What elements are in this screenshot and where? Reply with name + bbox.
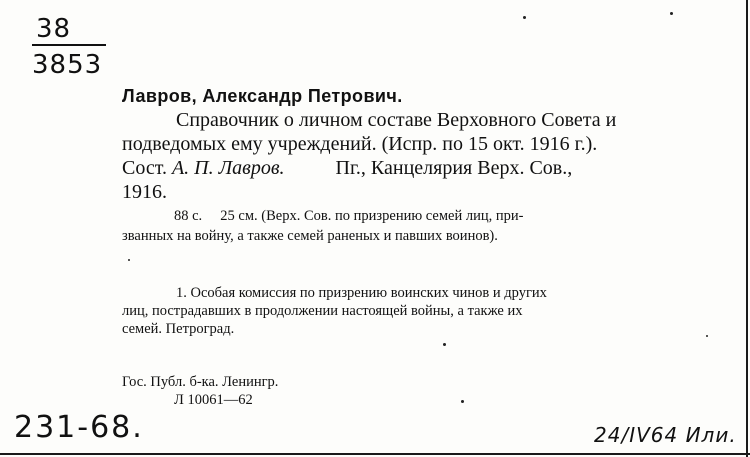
speck (443, 343, 446, 346)
speck (523, 16, 526, 19)
handwritten-date: 24/IV64 Или. (594, 423, 737, 447)
title-line-3 (122, 156, 732, 180)
library-name: Гос. Публ. б-ка. Ленингр. (122, 374, 279, 390)
speck (670, 12, 673, 15)
note-line-2: лиц, пострадавших в продолжении настоящей войны, а также их (122, 303, 523, 319)
note-line-3: семей. Петроград. (122, 321, 235, 337)
card-right-edge (746, 0, 748, 457)
note-line-1: 1. Особая комиссия по призрению воинских чинов и других (176, 285, 547, 301)
library-stamp (122, 373, 278, 409)
title-line-1: Справочник о личном составе Верховного Совета и (176, 109, 617, 131)
title-block (122, 108, 732, 204)
shelfmark-divider (32, 44, 106, 46)
physical-line-1: 88 с. 25 см. (Верх. Сов. по призрению семей лиц, при- (174, 208, 524, 224)
physical-description (122, 206, 722, 246)
title-line-4: 1916. (122, 181, 167, 203)
handwritten-accession: 231-68. (14, 410, 144, 445)
subject-note (122, 284, 722, 338)
physical-line-2: званных на войну, а также семей раненых и павших воинов). (122, 228, 498, 244)
imprint: Пг., Канцелярия Верх. Сов., (335, 157, 573, 179)
compiler-prefix: Сост. (122, 157, 167, 179)
author-heading: Лавров, Александр Петрович. (122, 86, 403, 106)
title-line-2: подведомых ему учреждений. (Испр. по 15 окт. 1916 г.). (122, 133, 598, 155)
speck (706, 335, 708, 337)
compiler-name: А. П. Лавров. (171, 157, 285, 179)
shelfmark-top: 38 (36, 14, 72, 44)
card-bottom-edge (0, 453, 750, 455)
shelfmark-bottom: 3853 (32, 50, 103, 80)
speck (128, 259, 130, 261)
speck (461, 400, 464, 403)
library-number: Л 10061—62 (174, 392, 253, 408)
